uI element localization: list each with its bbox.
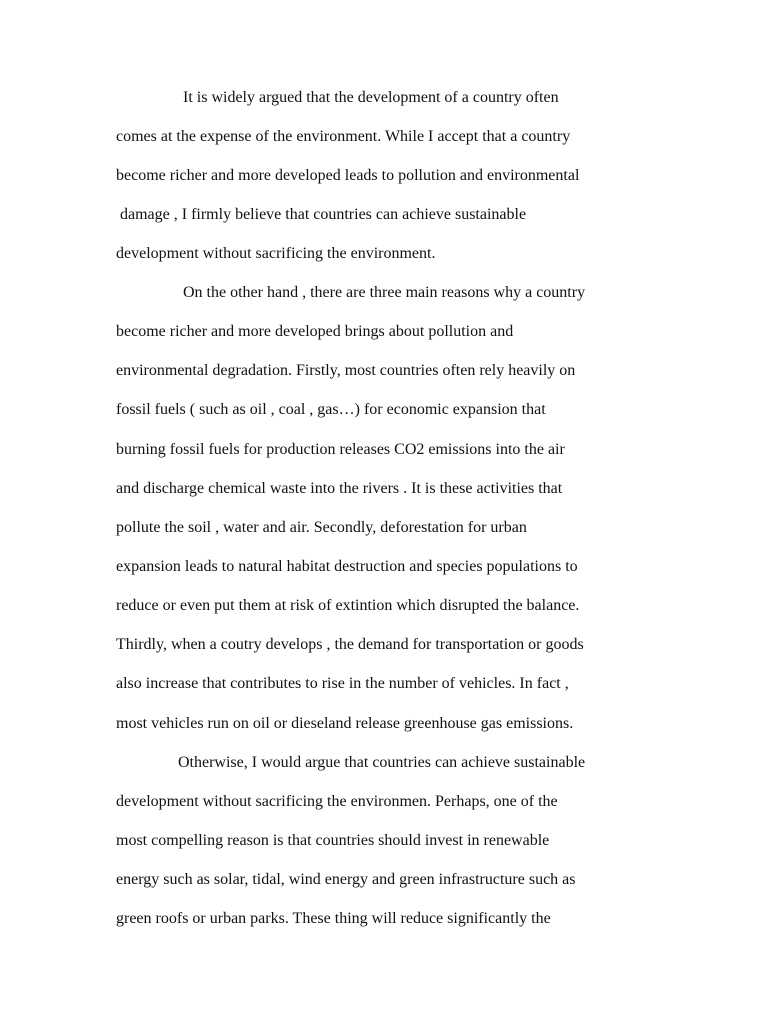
paragraph-2-line-9: reduce or even put them at risk of extintion which disrupted the balance. [116, 597, 580, 614]
paragraph-2-line-6: and discharge chemical waste into the rivers . It is these activities that [116, 480, 563, 497]
paragraph-1-line-4: damage , I firmly believe that countries can achieve sustainable [116, 206, 527, 223]
paragraph-1-line-5: development without sacrificing the environment. [116, 245, 436, 262]
paragraph-2-line-1: On the other hand , there are three main reasons why a country [183, 284, 586, 301]
paragraph-1-line-3: become richer and more developed leads to pollution and environmental [116, 167, 580, 184]
paragraph-1-line-1: It is widely argued that the development of a country often [183, 89, 559, 106]
paragraph-2-line-8: expansion leads to natural habitat destruction and species populations to [116, 558, 578, 575]
paragraph-2-line-7: pollute the soil , water and air. Secondly, deforestation for urban [116, 519, 527, 536]
paragraph-3-line-2: development without sacrificing the environmen. Perhaps, one of the [116, 793, 558, 810]
paragraph-2-line-11: also increase that contributes to rise in the number of vehicles. In fact , [116, 675, 569, 692]
paragraph-2-line-12: most vehicles run on oil or dieseland release greenhouse gas emissions. [116, 715, 574, 732]
paragraph-2-line-2: become richer and more developed brings about pollution and [116, 323, 514, 340]
paragraph-2-line-4: fossil fuels ( such as oil , coal , gas…) for economic expansion that [116, 401, 546, 418]
paragraph-3-line-4: energy such as solar, tidal, wind energy and green infrastructure such as [116, 871, 576, 888]
paragraph-2-line-3: environmental degradation. Firstly, most countries often rely heavily on [116, 362, 576, 379]
paragraph-2-line-10: Thirdly, when a coutry develops , the demand for transportation or goods [116, 636, 584, 653]
paragraph-3-line-5: green roofs or urban parks. These thing will reduce significantly the [116, 910, 551, 927]
paragraph-2-line-5: burning fossil fuels for production releases CO2 emissions into the air [116, 441, 565, 458]
paragraph-3-line-1: Otherwise, I would argue that countries can achieve sustainable [178, 754, 586, 771]
paragraph-3-line-3: most compelling reason is that countries should invest in renewable [116, 832, 550, 849]
paragraph-1-line-2: comes at the expense of the environment. While I accept that a country [116, 128, 571, 145]
